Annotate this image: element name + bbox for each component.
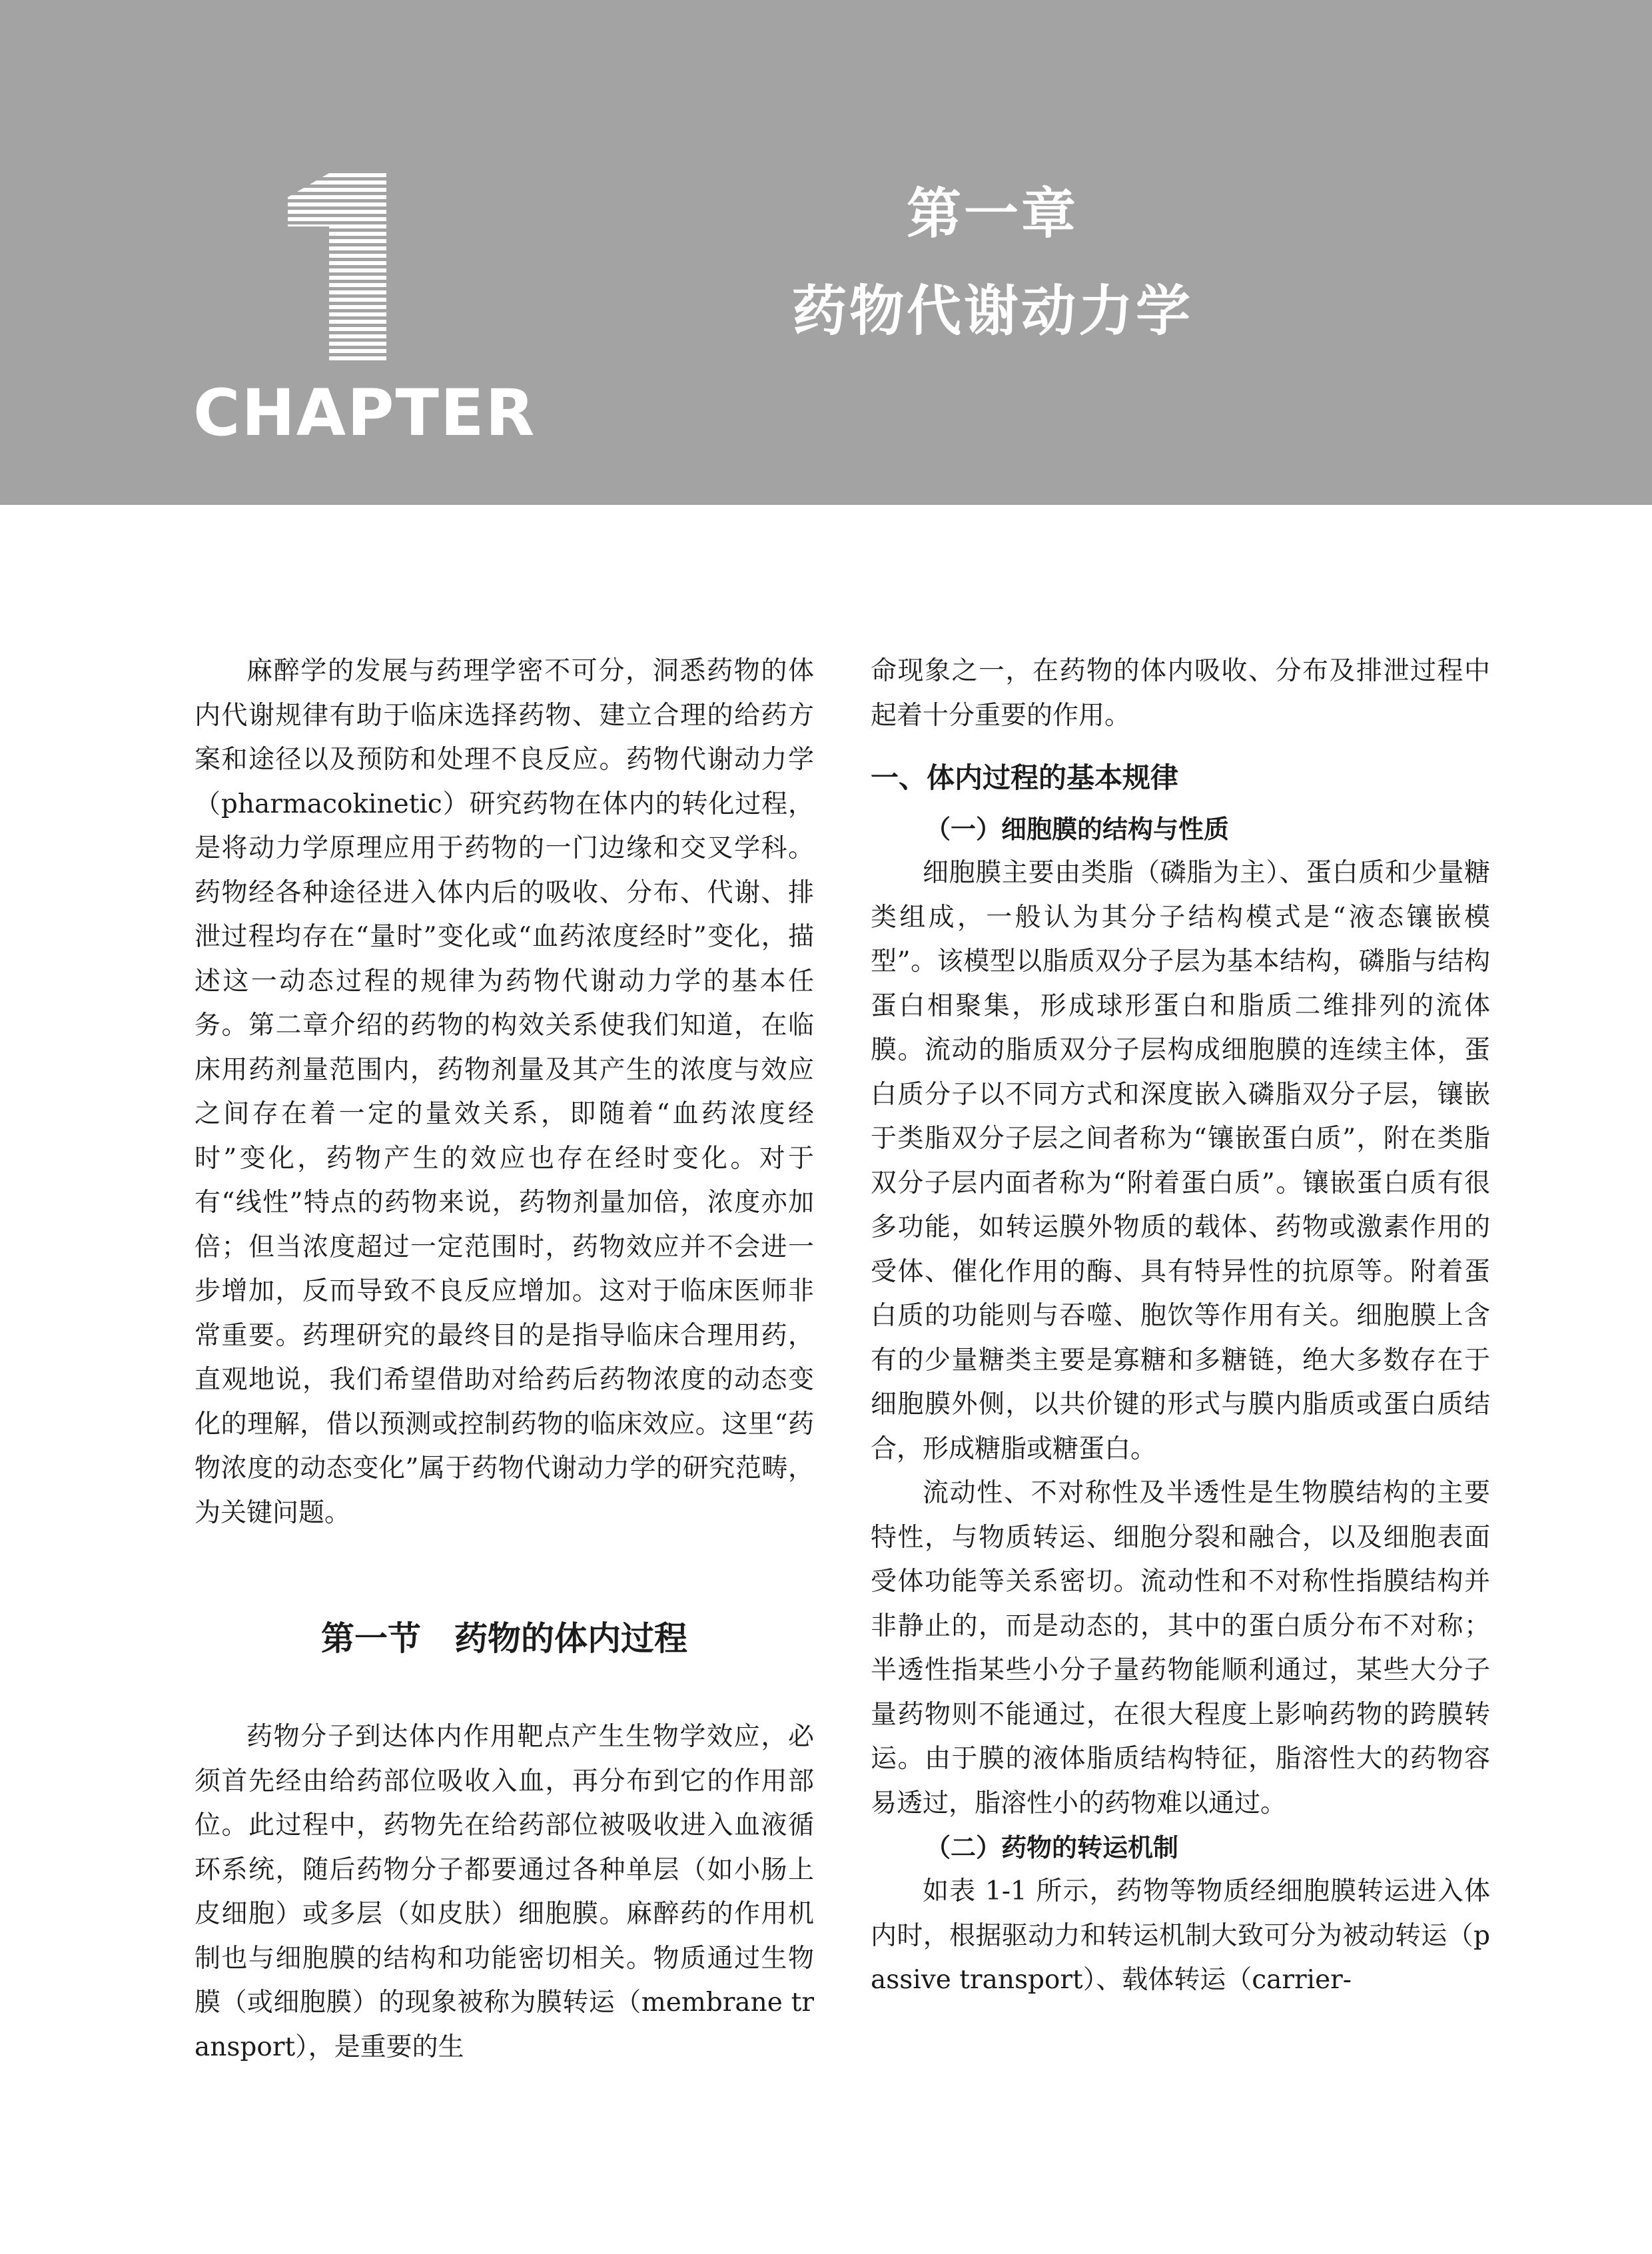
intro-paragraph: 麻醉学的发展与药理学密不可分，洞悉药物的体内代谢规律有助于临床选择药物、建立合理的给药方案和途径以及预防和处理不良反应。药物代谢动力学（pharmacokinetic）研究药物在体内的转化过程，是将动力学原理应用于药物的一门边缘和交叉学科。药物经各种途径进入体内后的吸收、分布、代谢、排泄过程均存在“量时”变化或“血药浓度经时”变化，描述这一动态过程的规律为药物代谢动力学的基本任务。第二章介绍的药物的构效关系使我们知道，在临床用药剂量范围内，药物剂量及其产生的浓度与效应之间存在着一定的量效关系，即随着“血药浓度经时”变化，药物产生的效应也存在经时变化。对于有“线性”特点的药物来说，药物剂量加倍，浓度亦加倍；但当浓度超过一定范围时，药物效应并不会进一步增加，反而导致不良反应增加。这对于临床医师非常重要。药理研究的最终目的是指导临床合理用药，直观地说，我们希望借助对给药后药物浓度的动态变化的理解，借以预测或控制药物的临床效应。这里“药物浓度的动态变化”属于药物代谢动力学的研究范畴，为关键问题。	[195, 656, 814, 1528]
membrane-structure-paragraph: 细胞膜主要由类脂（磷脂为主）、蛋白质和少量糖类组成，一般认为其分子结构模式是“液态镶嵌模型”。该模型以脂质双分子层为基本结构，磷脂与结构蛋白相聚集，形成球形蛋白和脂质二维排列的流体膜。流动的脂质双分子层构成细胞膜的连续主体，蛋白质分子以不同方式和深度嵌入磷脂双分子层，镶嵌于类脂双分子层之间者称为“镶嵌蛋白质”，附在类脂双分子层内面者称为“附着蛋白质”。镶嵌蛋白质有很多功能，如转运膜外物质的载体、药物或激素作用的受体、催化作用的酶、具有特异性的抗原等。附着蛋白质的功能则与吞噬、胞饮等作用有关。细胞膜上含有的少量糖类主要是寡糖和多糖链，绝大多数存在于细胞膜外侧，以共价键的形式与膜内脂质或蛋白质结合，形成糖脂或糖蛋白。	[871, 858, 1490, 1464]
section-heading: 第一节 药物的体内过程	[321, 1619, 687, 1658]
left-column	[195, 649, 814, 2069]
chapter-title: 药物代谢动力学	[791, 280, 1193, 343]
membrane-properties-paragraph: 流动性、不对称性及半透性是生物膜结构的主要特性，与物质转运、细胞分裂和融合，以及细胞表面受体功能等关系密切。流动性和不对称性指膜结构并非静止的，而是动态的，其中的蛋白质分布不对称；半透性指某些小分子量药物能顺利通过，某些大分子量药物则不能通过，在很大程度上影响药物的跨膜转运。由于膜的液体脂质结构特征，脂溶性大的药物容易透过，脂溶性小的药物难以通过。	[871, 1478, 1490, 1818]
chapter-word: CHAPTER	[193, 376, 536, 450]
subheading-membrane-structure: （一）细胞膜的结构与性质	[925, 815, 1230, 844]
continuation-paragraph: 命现象之一，在药物的体内吸收、分布及排泄过程中起着十分重要的作用。	[871, 656, 1490, 731]
chapter-header-banner	[0, 0, 1652, 505]
chapter-numeral-graphic	[288, 173, 386, 363]
transport-mechanism-paragraph: 如表 1-1 所示，药物等物质经细胞膜转运进入体内时，根据驱动力和转运机制大致可分为被动转运（passive transport）、载体转运（carrier-	[871, 1876, 1490, 1995]
subheading-transport-mechanism: （二）药物的转运机制	[925, 1833, 1179, 1862]
section-paragraph: 药物分子到达体内作用靶点产生生物学效应，必须首先经由给药部位吸收入血，再分布到它的作用部位。此过程中，药物先在给药部位被吸收进入血液循环系统，随后药物分子都要通过各种单层（如小肠上皮细胞）或多层（如皮肤）细胞膜。麻醉药的作用机制也与细胞膜的结构和功能密切相关。物质通过生物膜（或细胞膜）的现象被称为膜转运（membrane transport），是重要的生	[195, 1722, 814, 2062]
chapter-label: 第一章	[906, 183, 1078, 246]
right-column	[871, 649, 1490, 2003]
heading-basic-rules: 一、体内过程的基本规律	[871, 761, 1179, 794]
